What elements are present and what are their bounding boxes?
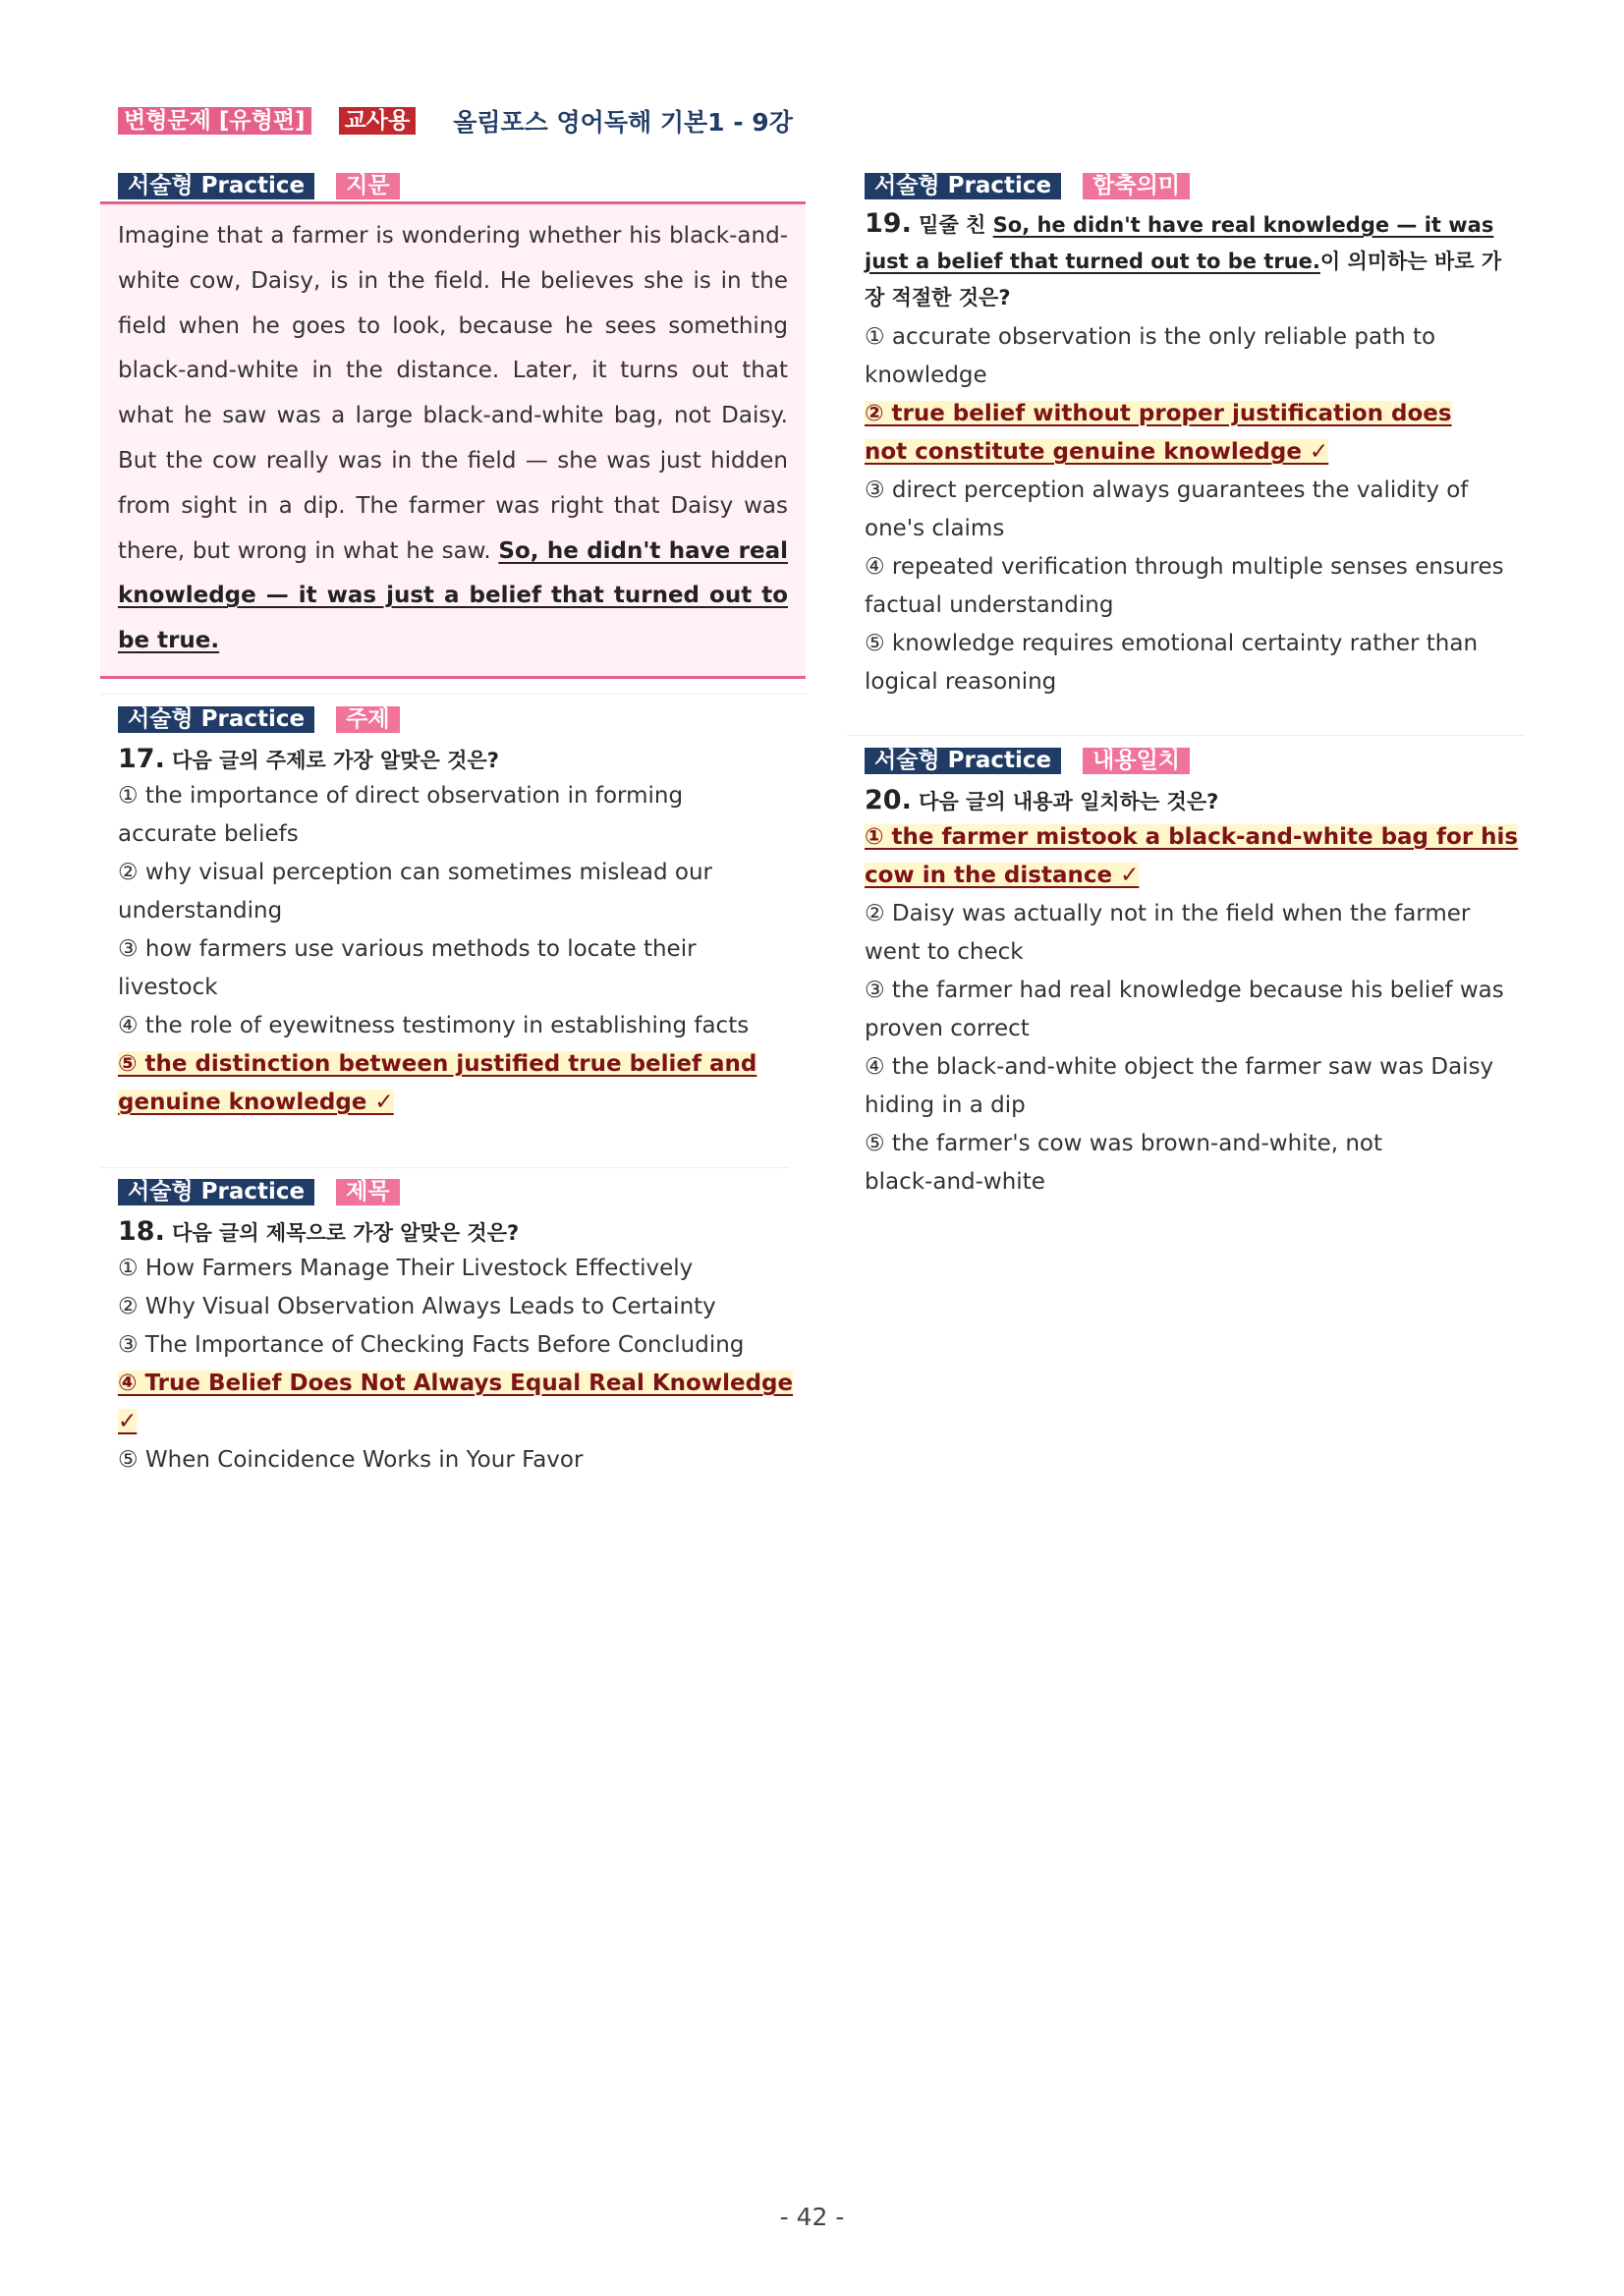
answer-highlight: ⑤ the distinction between justified true belief and genuine knowledge ✓ — [118, 1051, 757, 1115]
question-number: 17. — [118, 744, 165, 774]
section-bar — [847, 747, 1525, 774]
section-tag: 제목 — [336, 1179, 399, 1205]
question-17 — [100, 705, 806, 1122]
option: ③ the farmer had real knowledge because his belief was proven correct — [865, 978, 1504, 1041]
section-tag: 함축의미 — [1083, 173, 1190, 199]
section-tag: 지문 — [336, 173, 399, 199]
answer-option — [118, 1365, 806, 1441]
answer-option — [865, 818, 1533, 895]
page-number: - 42 - — [779, 2203, 845, 2231]
question-number: 19. — [865, 208, 912, 239]
section-bar — [100, 172, 806, 199]
page-title: 올림포스 영어독해 기본1 - 9강 — [453, 108, 793, 137]
question-stem — [118, 745, 806, 775]
question-prefix: 밑줄 친 — [919, 213, 993, 237]
section-label: 서술형 Practice — [118, 706, 314, 733]
passage-underlined: So, he didn't have real knowledge — it was just a belief that turned out to be true. — [118, 537, 788, 654]
question-stem — [118, 1217, 806, 1248]
section-tag: 내용일치 — [1083, 748, 1190, 774]
section-label: 서술형 Practice — [118, 1179, 314, 1205]
type-tag: 변형문제 [유형편] — [118, 107, 311, 135]
passage-box — [100, 201, 806, 679]
divider — [100, 1167, 788, 1168]
section-tag: 주제 — [336, 706, 399, 733]
option: ① accurate observation is the only reliable path to knowledge — [865, 324, 1436, 388]
answer-highlight: ④ True Belief Does Not Always Equal Real Knowledge ✓ — [118, 1371, 794, 1434]
section-label: 서술형 Practice — [865, 173, 1061, 199]
answer-highlight: ② true belief without proper justification does not constitute genuine knowledge ✓ — [865, 401, 1452, 465]
section-label: 서술형 Practice — [865, 748, 1061, 774]
question-underlined: So, he didn't have real knowledge — it was just a belief that turned out to be true. — [865, 213, 1494, 273]
question-suffix: 이 의미하는 바로 가장 적절한 것은? — [865, 250, 1502, 309]
question-18 — [100, 1178, 806, 1480]
option: ② Why Visual Observation Always Leads to Certainty — [118, 1294, 716, 1319]
section-bar — [100, 1178, 806, 1205]
answer-option — [865, 395, 1474, 472]
option: ② Daisy was actually not in the field when the farmer went to check — [865, 901, 1471, 965]
answer-option — [118, 1045, 806, 1122]
section-label: 서술형 Practice — [118, 173, 314, 199]
question-text: 다음 글의 주제로 가장 알맞은 것은? — [172, 749, 499, 772]
option: ① How Farmers Manage Their Livestock Effectively — [118, 1256, 694, 1281]
option: ④ the black-and-white object the farmer saw was Daisy hiding in a dip — [865, 1054, 1494, 1118]
section-bar — [847, 172, 1525, 199]
option: ③ how farmers use various methods to locate their livestock — [118, 936, 697, 1000]
page-header — [118, 106, 793, 136]
option: ① the importance of direct observation in forming accurate beliefs — [118, 783, 684, 847]
option: ④ the role of eyewitness testimony in establishing facts — [118, 1013, 750, 1038]
option: ④ repeated verification through multiple senses ensures factual understanding — [865, 554, 1504, 618]
answer-highlight: ① the farmer mistook a black-and-white bag for his cow in the distance ✓ — [865, 824, 1519, 888]
question-number: 18. — [118, 1216, 165, 1247]
passage-text — [118, 214, 788, 664]
question-text: 다음 글의 내용과 일치하는 것은? — [919, 790, 1219, 813]
option: ② why visual perception can sometimes mislead our understanding — [118, 860, 712, 924]
question-20 — [847, 747, 1525, 1202]
question-text: 다음 글의 제목으로 가장 알맞은 것은? — [172, 1221, 520, 1245]
question-stem — [865, 205, 1503, 316]
teacher-tag: 교사용 — [339, 107, 417, 135]
divider — [847, 735, 1525, 736]
option: ⑤ knowledge requires emotional certainty rather than logical reasoning — [865, 631, 1479, 695]
option: ③ The Importance of Checking Facts Before Concluding — [118, 1332, 745, 1358]
question-stem — [865, 786, 1525, 816]
passage-body: Imagine that a farmer is wondering whether his black-and-white cow, Daisy, is in the field. He believes she is in the field when he goes to look, because he sees something black-and-white in the distance. Later, it turns out that what he saw was a large black-and-white bag, not Daisy. But the cow really was in the field — she was just hidden from sight in a dip. The farmer was right that Daisy was there, but wrong in what he saw. — [118, 223, 788, 564]
divider — [100, 694, 806, 695]
option: ⑤ the farmer's cow was brown-and-white, not black-and-white — [865, 1131, 1383, 1195]
passage-section — [100, 172, 806, 679]
option: ③ direct perception always guarantees the validity of one's claims — [865, 477, 1469, 541]
section-bar — [100, 705, 806, 733]
question-19 — [847, 172, 1525, 701]
option: ⑤ When Coincidence Works in Your Favor — [118, 1447, 584, 1473]
question-number: 20. — [865, 785, 912, 815]
